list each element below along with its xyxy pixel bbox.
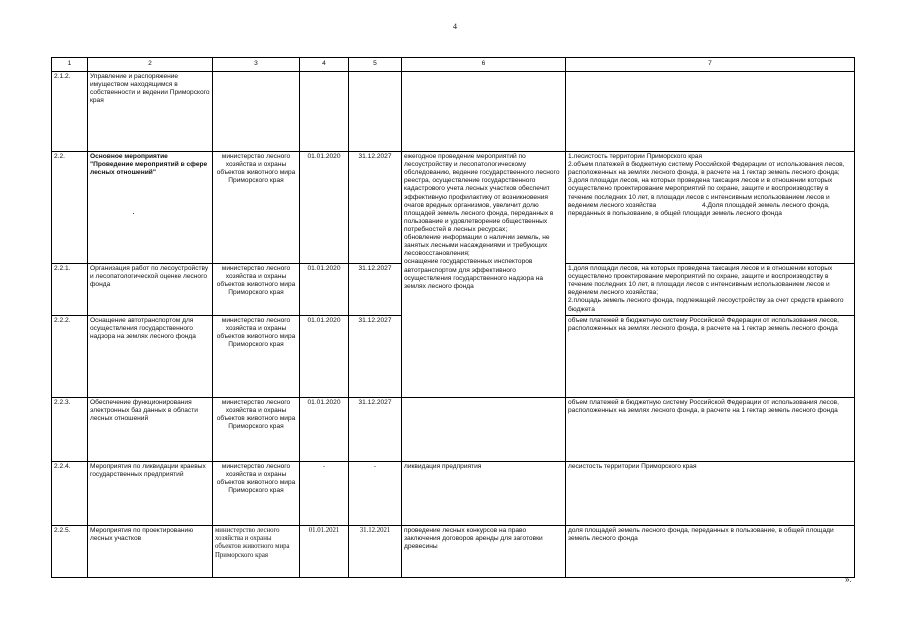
- result-cell: [402, 72, 566, 152]
- activity-name: Мероприятия по проектированию лесных участков: [88, 525, 213, 577]
- end-date: 31.12.2027: [349, 152, 402, 264]
- row-number: 2.2.: [52, 152, 88, 264]
- start-date: 01.01.2021: [300, 525, 349, 577]
- header-cell: 5: [349, 58, 402, 72]
- header-cell: 1: [52, 58, 88, 72]
- row-number: 2.2.4.: [52, 461, 88, 525]
- row-number: 2.2.3.: [52, 397, 88, 461]
- result-cell: ликвидация предприятия: [402, 461, 566, 525]
- start-date: [300, 72, 349, 152]
- table-row: [52, 152, 855, 264]
- end-date: 31.12.2027: [349, 264, 402, 316]
- start-date: -: [300, 461, 349, 525]
- indicators: [566, 72, 855, 152]
- row-number: 2.1.2.: [52, 72, 88, 152]
- end-date: [349, 72, 402, 152]
- merged-result: ежегодное проведение мероприятий по лесоустройству и лесопатологическому обследованию, ведение государственного лесного реестра, осуществление государственного кадастрового учета лесных участков обеспечит эффективную профилактику от возникновения очагов вредных организмов, увеличит долю площадей земель лесного фонда, переданных в пользование и удовлетворение общественных потребностей в лесных ресурсах; обновление информации о наличии земель, не занятых лесными насаждениями и требующих лесовосстановления; оснащение государственных инспекторов автотранспортом для эффективного осуществления государственного надзора на землях лесного фонда: [402, 152, 566, 398]
- start-date: 01.01.2020: [300, 264, 349, 316]
- end-date: 31.12.2021: [349, 525, 402, 577]
- start-date: 01.01.2020: [300, 315, 349, 397]
- table-row: [52, 397, 855, 461]
- activity-name: Оснащение автотранспортом для осуществления государственного надзора на землях лесного фонда: [88, 315, 213, 397]
- indicators: 1.лесистость территории Приморского края 2.объем платежей в бюджетную систему Российской Федерации от использования лесов, расположенных на землях лесного фонда, в расчете на 1 гектар земель лесного фонда; 3.доля площади лесов, на которых проведена таксация лесов и в отношении которых осуществлено проектирование мероприятий по охране, защите и воспроизводству в течение последних 10 лет, в площади лесов с интенсивным использованием лесов и ведением лесного хозяйства 4.Доля площадей земель лесного фонда, переданных в пользование, в общей площади земель лесного фонда: [566, 152, 855, 264]
- end-date: 31.12.2027: [349, 315, 402, 397]
- indicators: доля площадей земель лесного фонда, переданных в пользование, в общей площади земель лесного фонда: [566, 525, 855, 577]
- header-cell: 7: [566, 58, 855, 72]
- activity-name: Основное мероприятие "Проведение мероприятий в сфере лесных отношений": [88, 152, 213, 264]
- header-cell: 6: [402, 58, 566, 72]
- header-cell: 4: [300, 58, 349, 72]
- row-number: 2.2.2.: [52, 315, 88, 397]
- activity-name: Обеспечение функционирования электронных баз данных в области лесных отношений: [88, 397, 213, 461]
- executor: министерство лесного хозяйства и охраны объектов животного мира Приморского края: [213, 461, 300, 525]
- result-cell: [402, 397, 566, 461]
- row-number: 2.2.1.: [52, 264, 88, 316]
- indicators: объем платежей в бюджетную систему Российской Федерации от использования лесов, расположенных на землях лесного фонда, в расчете на 1 гектар земель лесного фонда: [566, 315, 855, 397]
- header-cell: 2: [88, 58, 213, 72]
- indicators: лесистость территории Приморского края: [566, 461, 855, 525]
- executor: министерство лесного хозяйства и охраны объектов животного мира Приморского края: [213, 264, 300, 316]
- activities-table: [51, 57, 855, 578]
- footer-mark: ».: [845, 575, 852, 584]
- activity-name: Организация работ по лесоустройству и лесопатологической оценке лесного фонда: [88, 264, 213, 316]
- table-row: [52, 72, 855, 152]
- start-date: 01.01.2020: [300, 152, 349, 264]
- executor: [213, 72, 300, 152]
- executor: министерство лесного хозяйства и охраны объектов животного мира Приморского края: [213, 525, 300, 577]
- activity-name: Управление и распоряжение имуществом находящимся в собственности и ведении Приморского края: [88, 72, 213, 152]
- result-cell: проведение лесных конкурсов на право заключения договоров аренды для заготовки древесины: [402, 525, 566, 577]
- activity-name: Мероприятия по ликвидации краевых государственных предприятий: [88, 461, 213, 525]
- header-cell: 3: [213, 58, 300, 72]
- start-date: 01.01.2020: [300, 397, 349, 461]
- header-row: [52, 58, 855, 72]
- indicators: 1.доля площади лесов, на которых проведена таксация лесов и в отношении которых осуществлено проектирование мероприятий по охране, защите и воспроизводству в течение последних 10 лет, в площади лесов с интенсивным использованием лесов и ведением лесного хозяйства; 2.площадь земель лесного фонда, подлежащей лесоустройству за счет средств краевого бюджета: [566, 264, 855, 316]
- executor: министерство лесного хозяйства и охраны объектов животного мира Приморского края: [213, 315, 300, 397]
- table-row: [52, 525, 855, 577]
- indicators: объем платежей в бюджетную систему Российской Федерации от использования лесов, расположенных на землях лесного фонда, в расчете на 1 гектар земель лесного фонда: [566, 397, 855, 461]
- table-row: [52, 461, 855, 525]
- row-number: 2.2.5.: [52, 525, 88, 577]
- page-number: 4: [453, 22, 457, 31]
- end-date: -: [349, 461, 402, 525]
- executor: министерство лесного хозяйства и охраны объектов животного мира Приморского края: [213, 397, 300, 461]
- executor: министерство лесного хозяйства и охраны объектов животного мира Приморского края: [213, 152, 300, 264]
- end-date: 31.12.2027: [349, 397, 402, 461]
- scan-speck: [133, 213, 134, 214]
